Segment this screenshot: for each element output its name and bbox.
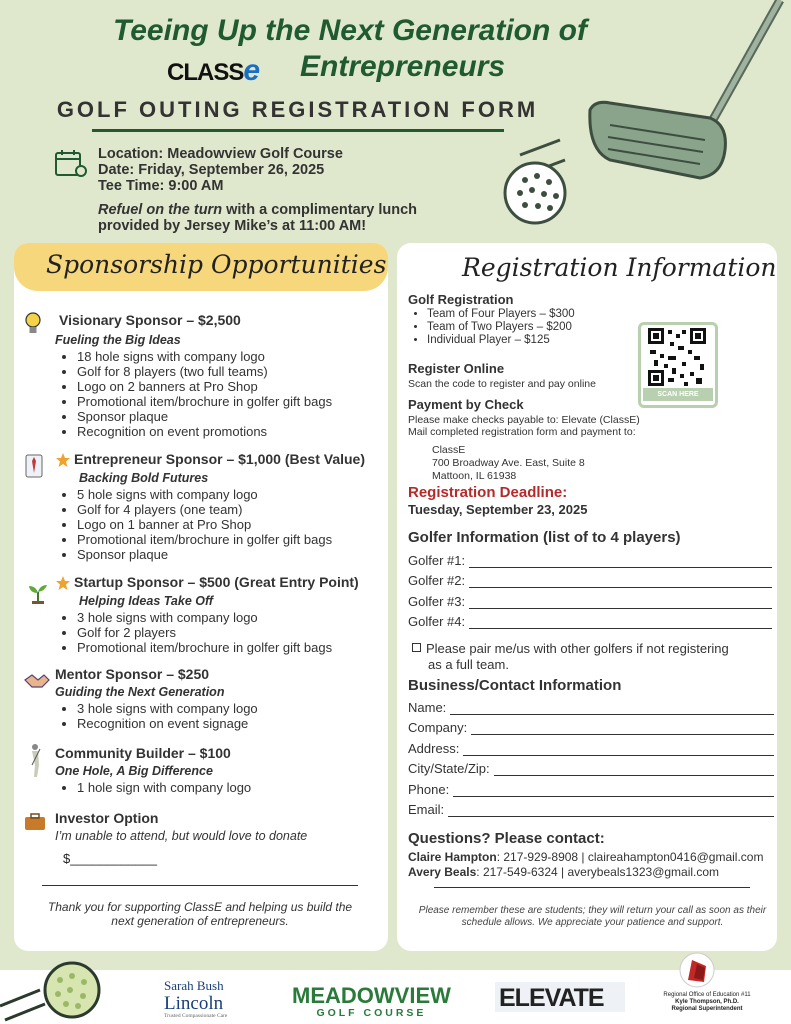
deadline-section	[408, 484, 587, 517]
register-online-title: Register Online	[408, 361, 505, 376]
payment-by-check-section	[408, 397, 640, 483]
golfer-3-row	[408, 588, 772, 609]
contact-claire	[408, 850, 763, 864]
briefcase-icon	[24, 813, 46, 831]
address-input[interactable]	[463, 743, 774, 756]
calendar-location-icon	[54, 148, 88, 180]
tier-visionary-details	[55, 330, 332, 439]
name-row	[408, 694, 774, 715]
email-input[interactable]	[448, 804, 774, 817]
shirt-tie-icon	[24, 453, 44, 479]
meadowview-logo	[292, 983, 451, 1019]
golf-ball-footer-icon	[0, 956, 110, 1024]
golf-registration-section	[408, 292, 575, 347]
contact-avery	[408, 865, 763, 879]
pair-option	[408, 641, 772, 673]
pair-text: Please pair me/us with other golfers if not registering	[426, 641, 729, 656]
donation-amount-field[interactable]: $____________	[63, 851, 157, 866]
register-online-text: Scan the code to register and pay online	[408, 378, 596, 390]
mailing-address	[432, 444, 640, 483]
questions-title: Questions? Please contact:	[408, 830, 605, 847]
contact-details: : 217-549-6324 | averybeals1323@gmail.com	[476, 865, 720, 879]
address-line: ClassE	[432, 444, 466, 456]
event-details	[98, 146, 417, 234]
price-item: • Team of Four Players – $300	[427, 308, 575, 321]
field-label: Address:	[408, 740, 460, 756]
lunch-emphasis: Refuel on the turn	[98, 202, 223, 218]
qr-code[interactable]	[638, 322, 718, 408]
phone-input[interactable]	[453, 784, 774, 797]
questions-section	[408, 830, 763, 879]
elevate-logo	[495, 982, 625, 1012]
company-row	[408, 715, 774, 736]
title-divider	[92, 129, 504, 132]
investor-note: I’m unable to attend, but would love to donate	[55, 829, 308, 843]
price-item: • Individual Player – $125	[427, 334, 575, 347]
golf-course-text: GOLF COURSE	[316, 1007, 427, 1019]
deadline-date: Tuesday, September 23, 2025	[408, 502, 588, 517]
classe-logo-text: CLASS	[167, 59, 244, 86]
event-tee-time: Tee Time: 9:00 AM	[98, 178, 224, 194]
tier-benefit: • Promotional item/brochure in golfer gift bags	[77, 532, 332, 547]
golfer-4-input[interactable]	[469, 616, 772, 629]
contact-details: : 217-929-8908 | claireahampton0416@gmail.com	[496, 850, 764, 864]
golfer-1-row	[408, 547, 772, 568]
star-icon	[55, 575, 71, 591]
address-row	[408, 735, 774, 756]
left-divider	[42, 885, 358, 886]
tier-tagline: Backing Bold Futures	[79, 471, 209, 485]
tier-benefit: • 3 hole signs with company logo	[77, 610, 332, 625]
headline-line2: Entrepreneurs	[300, 50, 506, 83]
tier-tagline: Fueling the Big Ideas	[55, 333, 181, 347]
email-row	[408, 797, 774, 818]
handshake-icon	[24, 672, 50, 690]
form-title: GOLF OUTING REGISTRATION FORM	[56, 97, 539, 122]
golfer-label: Golfer #1:	[408, 552, 466, 568]
golf-club-illustration	[500, 0, 791, 240]
event-lunch-line2: provided by Jersey Mike’s at 11:00 AM!	[98, 218, 367, 234]
pair-checkbox[interactable]	[412, 643, 421, 652]
tier-benefit: • Golf for 8 players (two full teams)	[77, 364, 332, 379]
tier-benefit: • Recognition on event signage	[77, 716, 258, 731]
check-mail: Mail completed registration form and payment to:	[408, 426, 636, 438]
name-input[interactable]	[450, 702, 774, 715]
roe-logo-icon	[672, 948, 722, 988]
lunch-text: with a complimentary lunch	[222, 202, 418, 218]
tier-tagline: One Hole, A Big Difference	[55, 764, 213, 778]
tier-tagline: Helping Ideas Take Off	[79, 594, 214, 608]
city-state-zip-row	[408, 756, 774, 777]
tier-benefit: • 5 hole signs with company logo	[77, 487, 332, 502]
golfer-1-input[interactable]	[469, 555, 772, 568]
golfer-4-row	[408, 609, 772, 630]
headline-line1: Teeing Up the Next Generation of	[113, 14, 587, 47]
golfer-info-title: Golfer Information (list of to 4 players)	[408, 529, 681, 546]
roe-line: Kyle Thompson, Ph.D.	[675, 999, 739, 1005]
golfer-label: Golfer #4:	[408, 614, 466, 629]
tier-benefit: • Golf for 2 players	[77, 625, 332, 640]
tier-benefit: • Golf for 4 players (one team)	[77, 502, 332, 517]
deadline-label: Registration Deadline:	[408, 484, 568, 501]
field-label: Company:	[408, 720, 468, 735]
roe-text	[652, 992, 762, 1013]
tier-benefit: • Promotional item/brochure in golfer gift bags	[77, 640, 332, 655]
thank-you-note: Thank you for supporting ClassE and helping us build the next generation of entrepreneurs.	[47, 900, 353, 928]
tier-benefit: • 3 hole signs with company logo	[77, 701, 258, 716]
tier-mentor	[55, 666, 258, 731]
golfer-2-row	[408, 568, 772, 589]
classe-logo-e: e	[243, 54, 260, 87]
check-payable: Please make checks payable to: Elevate (ClassE)	[408, 414, 640, 426]
golfer-2-input[interactable]	[469, 575, 772, 588]
tier-name: Startup Sponsor – $500 (Great Entry Point)	[74, 574, 359, 590]
golf-registration-title: Golf Registration	[408, 292, 514, 307]
tier-benefit: • Sponsor plaque	[77, 547, 332, 562]
tier-benefit: • Promotional item/brochure in golfer gift bags	[77, 394, 332, 409]
contact-name: Avery Beals	[408, 865, 477, 879]
tier-name: Community Builder – $100	[55, 745, 231, 761]
tier-visionary	[59, 312, 241, 328]
price-item: • Team of Two Players – $200	[427, 321, 575, 334]
golfer-label: Golfer #2:	[408, 573, 466, 588]
golfer-label: Golfer #3:	[408, 593, 466, 609]
city-state-zip-input[interactable]	[494, 763, 774, 776]
field-label: Email:	[408, 802, 445, 817]
roe-line: Regional Superintendent	[671, 1006, 743, 1012]
tier-entrepreneur-details	[55, 468, 332, 562]
pair-text-line2: as a full team.	[428, 657, 509, 672]
business-info-title: Business/Contact Information	[408, 677, 622, 694]
sarah-bush-lincoln-logo	[146, 978, 227, 1019]
event-location: Location: Meadowview Golf Course	[98, 146, 343, 162]
contact-name: Claire Hampton	[408, 850, 497, 864]
tier-benefit: • 1 hole sign with company logo	[77, 780, 251, 795]
tier-name: Entrepreneur Sponsor – $1,000 (Best Value)	[74, 451, 365, 467]
event-lunch	[98, 202, 417, 218]
tier-name: Mentor Sponsor – $250	[55, 666, 210, 682]
tier-name: Investor Option	[55, 810, 159, 826]
tier-entrepreneur	[74, 451, 365, 467]
tier-benefit: • Logo on 1 banner at Pro Shop	[77, 517, 332, 532]
tier-benefit: • Logo on 2 banners at Pro Shop	[77, 379, 332, 394]
registration-title: Registration Information	[462, 253, 777, 282]
tier-investor	[55, 810, 307, 866]
lightbulb-icon	[24, 311, 42, 337]
golfer-icon	[26, 743, 46, 779]
star-icon	[55, 452, 71, 468]
check-title: Payment by Check	[408, 397, 524, 412]
sponsorship-title: Sponsorship Opportunities	[46, 250, 387, 279]
tier-tagline: Guiding the Next Generation	[55, 685, 225, 699]
address-line: Mattoon, IL 61938	[432, 470, 517, 482]
meadowview-text: MEADOWVIEW	[292, 983, 451, 1008]
business-info-section	[408, 677, 774, 817]
student-note: Please remember these are students; they will return your call as soon as their schedule allows. We appreciate your patience and support.	[418, 905, 767, 928]
qr-code-icon	[648, 328, 706, 386]
phone-row	[408, 776, 774, 797]
qr-label: SCAN HERE	[643, 388, 713, 401]
golfer-info-section	[408, 529, 772, 673]
address-line: 700 Broadway Ave. East, Suite 8	[432, 457, 585, 469]
sarah-tagline: Trusted Compassionate Care	[164, 1013, 228, 1019]
tier-name: Visionary Sponsor – $2,500	[59, 312, 241, 328]
right-divider	[434, 887, 750, 888]
field-label: Name:	[408, 699, 447, 715]
tier-benefit: • Recognition on event promotions	[77, 424, 332, 439]
event-date: Date: Friday, September 26, 2025	[98, 162, 325, 178]
roe-line: Regional Office of Education #11	[663, 992, 751, 998]
sarah-bush-text: Sarah Bush	[164, 978, 224, 993]
register-online-section	[408, 361, 596, 390]
golfer-3-input[interactable]	[469, 596, 772, 609]
tier-startup	[74, 574, 359, 590]
company-input[interactable]	[471, 722, 774, 735]
field-label: Phone:	[408, 781, 450, 797]
tier-benefit: • 18 hole signs with company logo	[77, 349, 332, 364]
sprout-icon	[26, 582, 50, 604]
tier-startup-details	[55, 591, 332, 655]
classe-logo	[167, 54, 259, 88]
elevate-text: ELEVATE	[499, 984, 604, 1012]
field-label: City/State/Zip:	[408, 761, 490, 776]
tier-benefit: • Sponsor plaque	[77, 409, 332, 424]
lincoln-text: Lincoln	[164, 993, 224, 1014]
tier-community-builder	[55, 745, 251, 795]
